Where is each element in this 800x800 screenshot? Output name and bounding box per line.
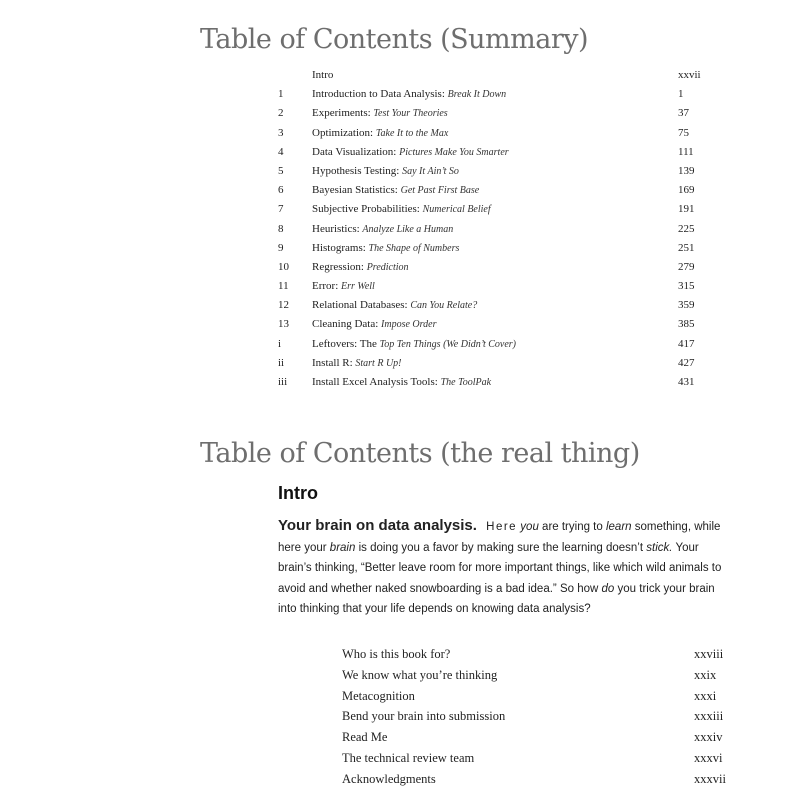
real-toc-title: Table of Contents (the real thing) [200,438,640,469]
chapter-subtitle: Start R Up! [355,357,402,369]
subsection-title: The technical review team [342,750,475,765]
intro-section-heading: Intro [278,483,318,503]
page-number: 279 [678,260,695,273]
page-number: xxxvii [694,771,726,786]
page-number: 315 [678,280,695,293]
chapter-number: 12 [278,299,289,312]
subsection-title: Metacognition [342,688,415,703]
summary-toc-entry[interactable] [270,258,710,277]
chapter-subtitle: The Shape of Numbers [368,242,460,254]
page-number: xxvii [678,69,701,81]
chapter-title: Bayesian Statistics: Get Past First Base [312,184,480,197]
intro-description: Your brain on data analysis. Here you are trying to learn something, while here your brain is doing you a favor by making sure the learning doesn’t stick. Your brain’s thinking, “Better leave room for more important things, like which wild animals to avoid and whether naked snowboarding is a bad idea.” So how do you trick your brain into thinking that your life depends on knowing data analysis? [278,517,722,615]
summary-toc-entry[interactable] [270,373,710,392]
chapter-title: Cleaning Data: Impose Order [312,318,437,331]
chapter-subtitle: Can You Relate? [410,300,478,312]
subsection-entry[interactable] [342,644,732,665]
chapter-subtitle: Take It to the Max [375,127,449,139]
page-number: xxxiii [694,709,724,724]
subsection-title: We know what you’re thinking [342,667,498,682]
chapter-title: Regression: Prediction [312,260,409,273]
chapter-title: Data Visualization: Pictures Make You Smarter [312,145,509,158]
page-number: 111 [678,145,694,158]
chapter-number: ii [278,356,285,369]
summary-toc-title: Table of Contents (Summary) [200,24,589,55]
chapter-title: Install Excel Analysis Tools: The ToolPak [312,376,492,388]
page-number: 427 [678,356,695,369]
summary-toc-entry[interactable] [270,277,710,296]
chapter-number: 8 [278,222,284,235]
page-number: xxxiv [694,730,723,745]
chapter-title: Install R: Start R Up! [312,356,402,369]
subsection-entry[interactable] [342,665,732,686]
summary-toc-entry[interactable] [270,66,710,85]
chapter-subtitle: Test Your Theories [373,108,448,120]
chapter-title: Leftovers: The Top Ten Things (We Didn’t Cover) [312,337,517,350]
summary-toc-entry[interactable] [270,124,710,143]
page-number: 1 [678,88,684,101]
chapter-subtitle: Pictures Make You Smarter [399,146,509,158]
chapter-number: 5 [278,164,284,177]
page-number: 37 [678,107,689,120]
chapter-number: 7 [278,203,284,216]
chapter-subtitle: Break It Down [447,89,507,101]
summary-toc-entry[interactable] [270,296,710,315]
page-number: 431 [678,376,695,388]
chapter-subtitle: The ToolPak [440,377,492,388]
page-number: 139 [678,164,695,177]
page-number: 191 [678,203,695,216]
chapter-title: Experiments: Test Your Theories [312,107,448,120]
chapter-title: Heuristics: Analyze Like a Human [312,222,454,235]
chapter-subtitle: Get Past First Base [400,185,480,197]
summary-toc-entry[interactable] [270,143,710,162]
summary-toc-entry[interactable] [270,200,710,219]
summary-toc-entry[interactable] [270,220,710,239]
page-number: 169 [678,184,695,197]
chapter-title: Histograms: The Shape of Numbers [312,241,460,254]
chapter-title: Intro [312,69,334,81]
chapter-number: iii [278,376,288,388]
chapter-subtitle: Err Well [341,281,375,293]
intro-lead: Your brain on data analysis. [278,517,477,534]
page-number: xxix [694,667,717,682]
subsection-title: Read Me [342,730,388,745]
page-number: xxxi [694,688,717,703]
chapter-subtitle: Analyze Like a Human [362,223,454,235]
subsection-entry[interactable] [342,769,732,790]
summary-toc-entry[interactable] [270,104,710,123]
chapter-number: 3 [278,126,284,139]
summary-toc-entry[interactable] [270,335,710,354]
chapter-title: Relational Databases: Can You Relate? [312,299,478,312]
subsection-title: Bend your brain into submission [342,709,506,724]
chapter-title: Error: Err Well [312,280,375,293]
summary-toc-entry[interactable] [270,239,710,258]
subsection-title: Acknowledgments [342,771,436,786]
chapter-title: Hypothesis Testing: Say It Ain’t So [312,164,459,177]
page-number: 225 [678,222,695,235]
subsection-entry[interactable] [342,706,732,727]
chapter-number: 2 [278,107,284,120]
chapter-number: 11 [278,280,289,293]
page-number: 417 [678,337,695,350]
summary-toc-entry[interactable] [270,181,710,200]
summary-toc-entry[interactable] [270,85,710,104]
summary-toc-entry[interactable] [270,354,710,373]
page-number: 385 [678,318,695,331]
chapter-subtitle: Say It Ain’t So [402,165,459,177]
summary-toc-entry[interactable] [270,162,710,181]
page-number: xxxvi [694,750,723,765]
intro-subsection-list [342,644,732,790]
page-number: 251 [678,241,695,254]
page-number: 359 [678,299,695,312]
chapter-number: 1 [278,88,284,101]
chapter-number: 13 [278,318,289,331]
chapter-title: Subjective Probabilities: Numerical Belief [312,203,491,216]
chapter-number: i [278,337,282,350]
chapter-number: 10 [278,260,289,273]
chapter-subtitle: Impose Order [381,319,437,331]
chapter-number: 6 [278,184,284,197]
subsection-entry[interactable] [342,686,732,707]
chapter-number: 9 [278,241,284,254]
page-number: xxviii [694,647,724,661]
chapter-number: 4 [278,145,284,158]
chapter-subtitle: Top Ten Things (We Didn’t Cover) [379,338,517,350]
summary-toc-entry[interactable] [270,315,710,334]
subsection-entry[interactable] [342,748,732,769]
subsection-title: Who is this book for? [342,647,451,661]
page-number: 75 [678,126,689,139]
chapter-subtitle: Numerical Belief [422,204,491,216]
chapter-title: Optimization: Take It to the Max [312,126,449,139]
summary-toc-list [270,66,710,392]
subsection-entry[interactable] [342,727,732,748]
chapter-title: Introduction to Data Analysis: Break It Down [312,88,507,101]
chapter-subtitle: Prediction [366,261,409,273]
